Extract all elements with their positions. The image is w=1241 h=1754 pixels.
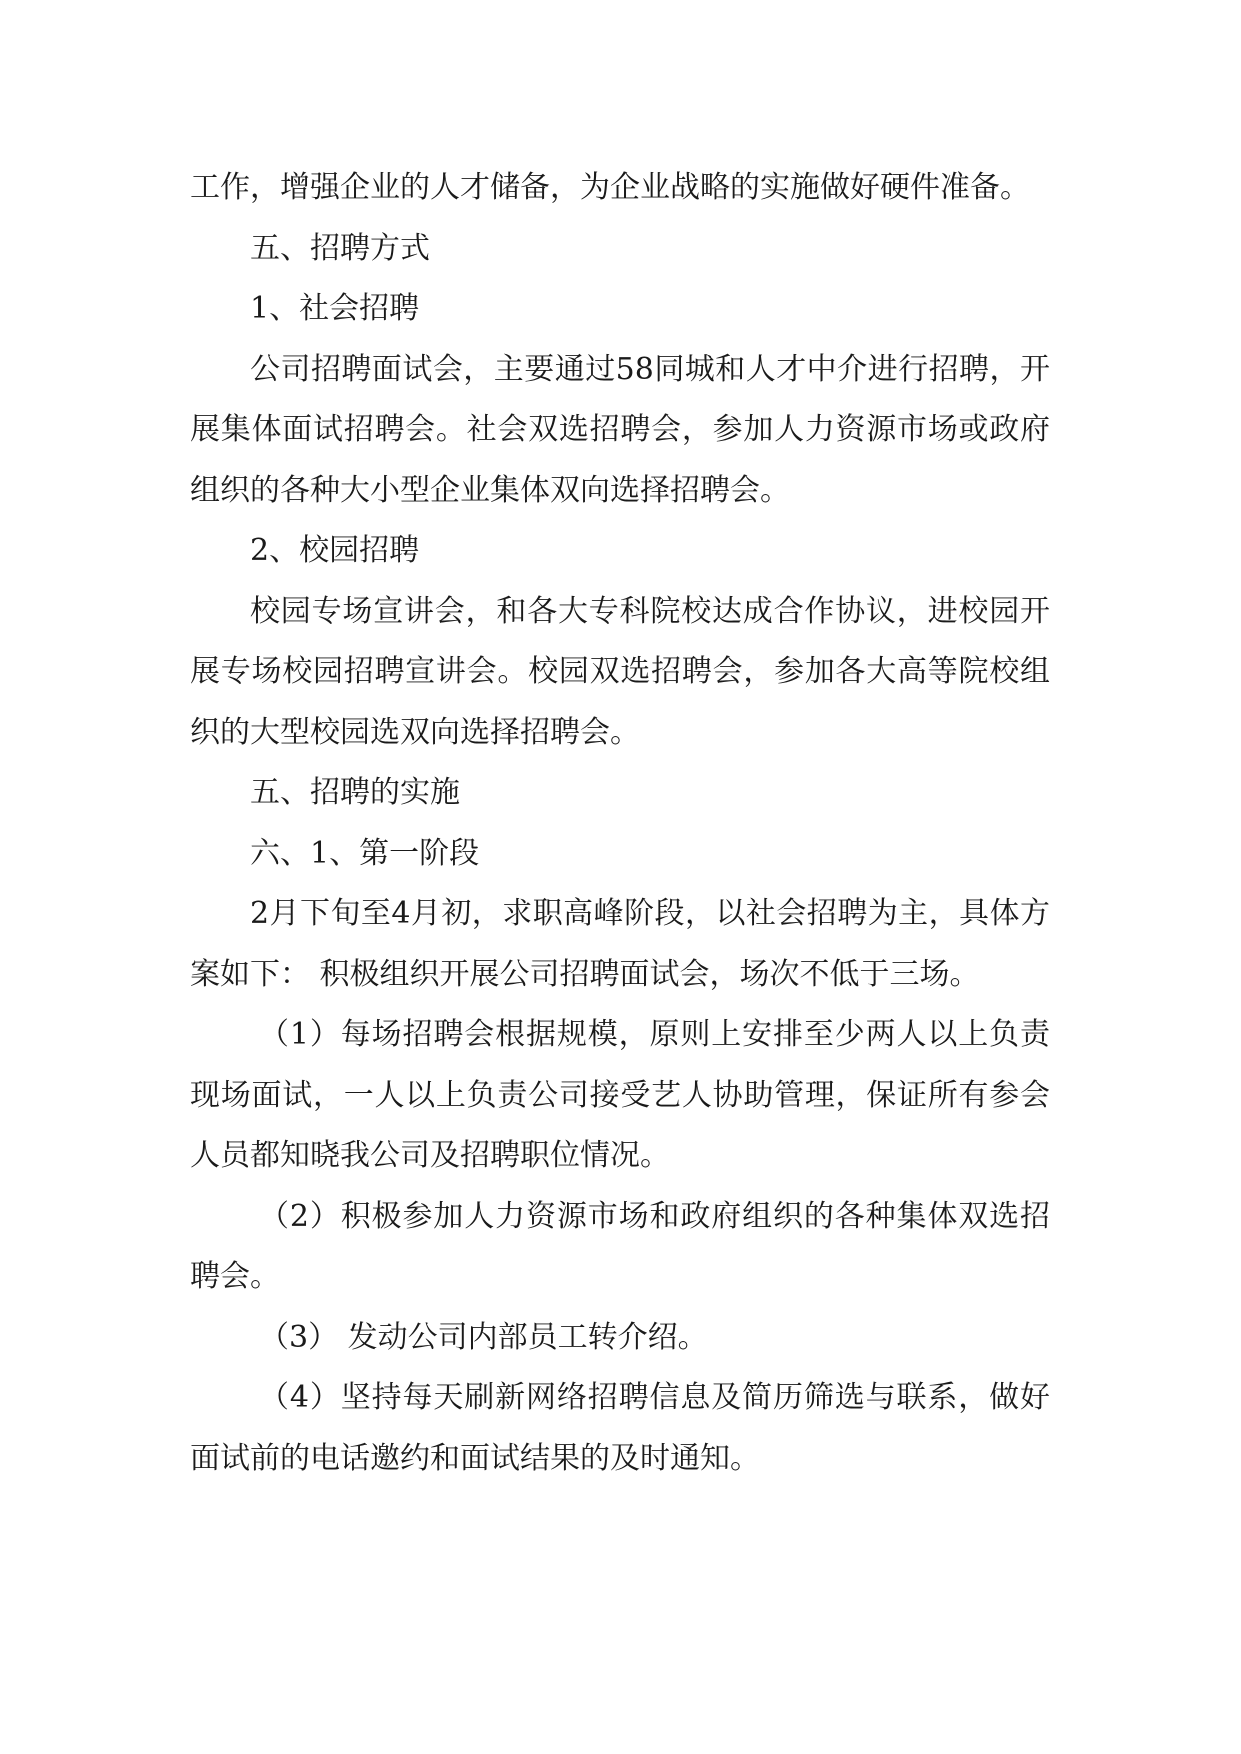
list-item-1: （1）每场招聘会根据规模，原则上安排至少两人以上负责现场面试，一人以上负责公司接受艺人协助管理，保证所有参会人员都知晓我公司及招聘职位情况。 xyxy=(190,1017,1050,1173)
paragraph-social-recruitment: 公司招聘面试会，主要通过58同城和人才中介进行招聘，开展集体面试招聘会。社会双选招聘会，参加人力资源市场或政府组织的各种大小型企业集体双向选择招聘会。 xyxy=(190,351,1050,508)
subheading-social-recruitment: 1、社会招聘 xyxy=(250,291,420,326)
paragraph-campus-recruitment: 校园专场宣讲会，和各大专科院校达成合作协议，进校园开展专场校园招聘宣讲会。校园双选招聘会，参加各大高等院校组织的大型校园选双向选择招聘会。 xyxy=(190,593,1050,750)
section-heading-recruitment-methods: 五、招聘方式 xyxy=(250,230,430,266)
section-heading-implementation: 五、招聘的实施 xyxy=(250,775,460,810)
document-body xyxy=(190,158,1050,1489)
list-item-4: （4）坚持每天刷新网络招聘信息及简历筛选与联系，做好面试前的电话邀约和面试结果的及时通知。 xyxy=(190,1380,1050,1476)
list-item-2: （2）积极参加人力资源市场和政府组织的各种集体双选招聘会。 xyxy=(190,1198,1050,1294)
paragraph-phase-one: 2月下旬至4月初，求职高峰阶段，以社会招聘为主，具体方案如下： 积极组织开展公司招聘面试会，场次不低于三场。 xyxy=(190,896,1050,992)
subheading-phase-one: 六、1、第一阶段 xyxy=(250,835,480,871)
paragraph-continuation: 工作，增强企业的人才储备，为企业战略的实施做好硬件准备。 xyxy=(190,170,1030,205)
list-item-3: （3） 发动公司内部员工转介绍。 xyxy=(259,1319,708,1355)
subheading-campus-recruitment: 2、校园招聘 xyxy=(250,533,420,568)
